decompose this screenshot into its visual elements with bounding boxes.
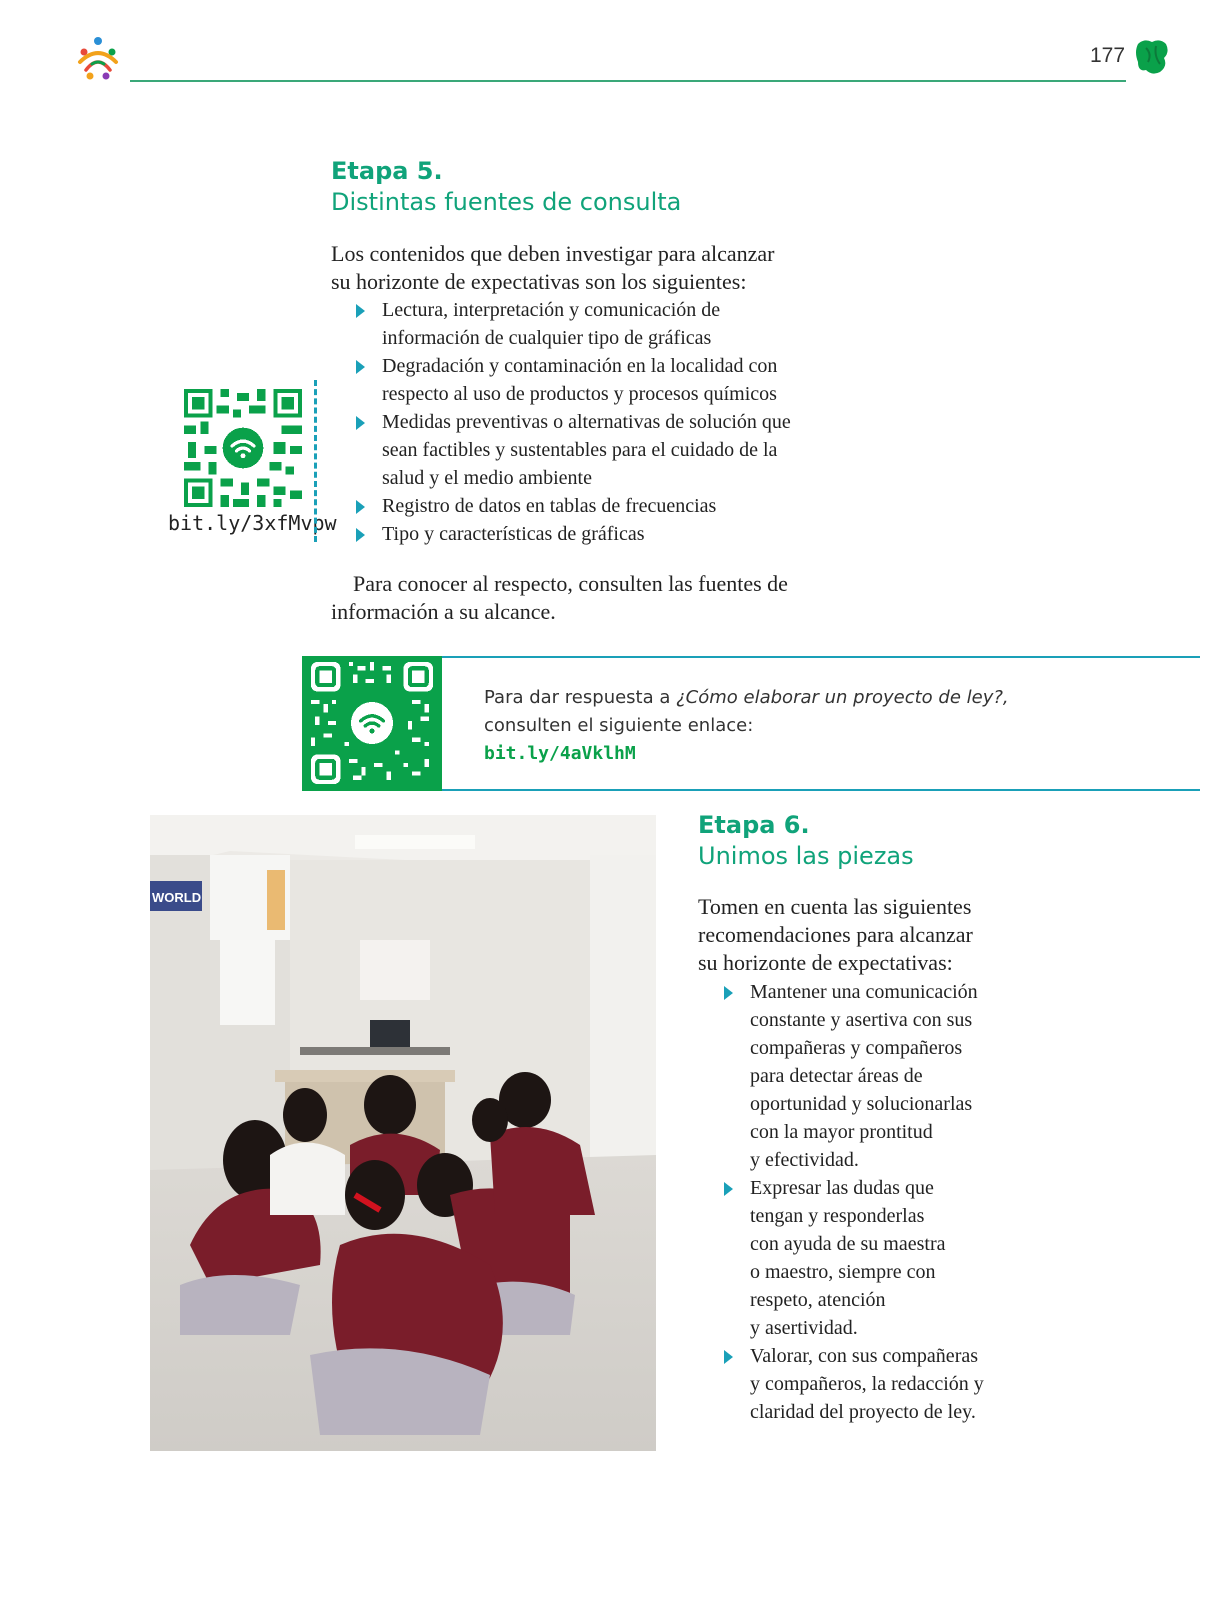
page-corner-icon — [1134, 38, 1170, 76]
bullet-triangle-icon — [356, 416, 365, 430]
list-item: Expresar las dudas que tengan y responderlas con ayuda de su maestra o maestro, siempre con respeto, atención y asertividad. — [750, 1174, 1050, 1342]
stage6-intro: Tomen en cuenta las siguientes recomendaciones para alcanzar su horizonte de expectativas: — [698, 894, 973, 975]
poster-label: WORLD — [152, 890, 202, 905]
bullet-triangle-icon — [356, 360, 365, 374]
stage6-subtitle: Unimos las piezas — [698, 842, 914, 870]
qr-code-icon[interactable] — [184, 389, 302, 507]
stage5-closing: Para conocer al respecto, consulten las fuentes de información a su alcance. — [331, 571, 788, 624]
stage6-bullet-list — [750, 978, 1050, 1426]
classroom-photo — [150, 815, 656, 1451]
dashed-divider — [314, 380, 317, 542]
stage5-intro: Los contenidos que deben investigar para alcanzar su horizonte de expectativas son los siguientes: — [331, 241, 775, 294]
bullet-triangle-icon — [356, 304, 365, 318]
stage6-title: Etapa 6. — [698, 811, 810, 839]
list-item: Tipo y características de gráficas — [382, 520, 822, 548]
stage5-title: Etapa 5. — [331, 157, 443, 185]
logo-icon — [72, 34, 124, 86]
stage5-subtitle: Distintas fuentes de consulta — [331, 188, 682, 216]
banner-text: Para dar respuesta a ¿Cómo elaborar un proyecto de ley?, consulten el siguiente enlace: bit.ly/4aVklhM — [484, 684, 1009, 768]
qr-code-icon[interactable] — [310, 662, 434, 784]
banner-link[interactable]: bit.ly/4aVklhM — [484, 743, 636, 764]
list-item: Degradación y contaminación en la localidad con respecto al uso de productos y procesos químicos — [382, 352, 822, 408]
page-number: 177 — [1090, 44, 1126, 67]
list-item: Mantener una comunicación constante y asertiva con sus compañeras y compañeros para detectar áreas de oportunidad y solucionarlas con la mayor prontitud y efectividad. — [750, 978, 1050, 1174]
list-item: Medidas preventivas o alternativas de solución que sean factibles y sustentables para el cuidado de la salud y el medio ambiente — [382, 408, 822, 492]
bullet-triangle-icon — [356, 500, 365, 514]
stage5-bullet-list — [382, 296, 822, 548]
bullet-triangle-icon — [724, 1182, 733, 1196]
list-item: Valorar, con sus compañeras y compañeros, la redacción y claridad del proyecto de ley. — [750, 1342, 1050, 1426]
list-item: Lectura, interpretación y comunicación de información de cualquier tipo de gráficas — [382, 296, 822, 352]
bullet-triangle-icon — [724, 986, 733, 1000]
qr-link-text[interactable]: bit.ly/3xfMvpw — [168, 511, 337, 535]
header-rule — [130, 80, 1126, 82]
list-item: Registro de datos en tablas de frecuencias — [382, 492, 822, 520]
bullet-triangle-icon — [724, 1350, 733, 1364]
bullet-triangle-icon — [356, 528, 365, 542]
